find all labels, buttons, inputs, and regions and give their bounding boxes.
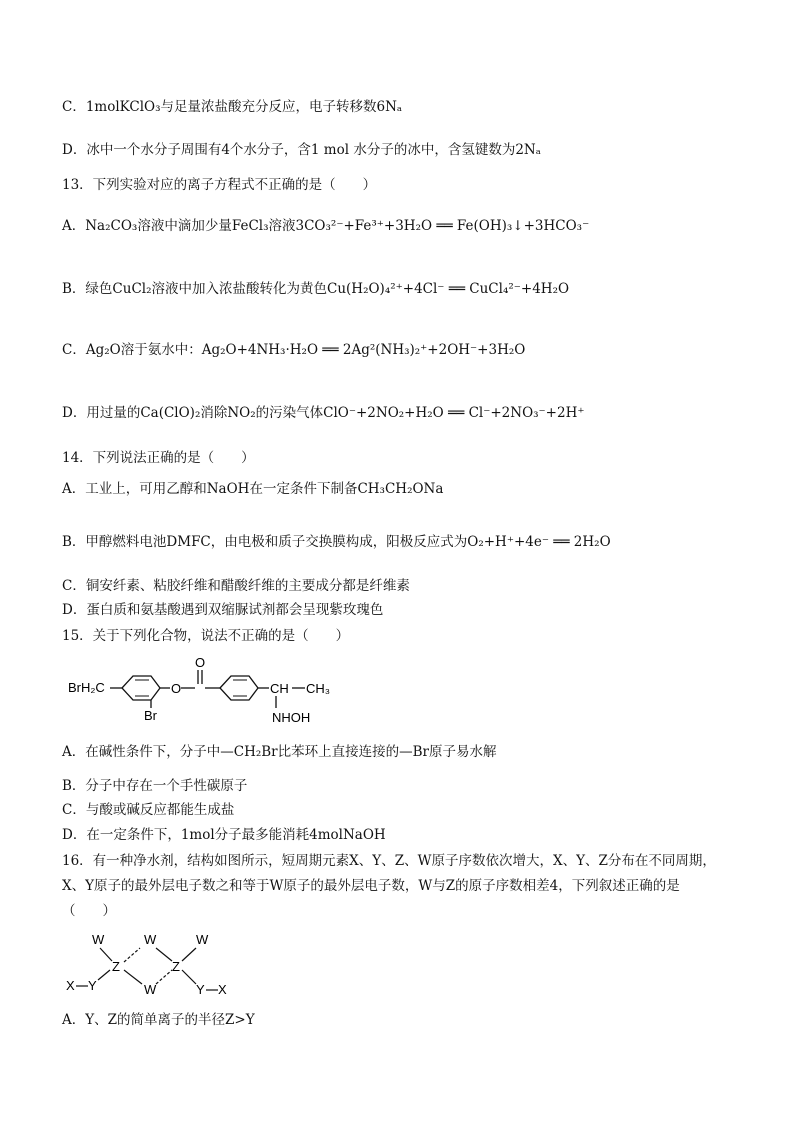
q14-stem: 14．下列说法正确的是（ ）	[62, 450, 255, 466]
q15-structure-diagram	[62, 656, 362, 736]
q15-brh2c-label: BrH₂C	[68, 680, 105, 695]
q13-option-c: C．Ag₂O溶于氨水中：Ag₂O+4NH₃·H₂O ══ 2Ag²(NH₃)₂⁺+2OH⁻+3H₂O	[62, 342, 526, 358]
q13-option-d: D．用过量的Ca(ClO)₂消除NO₂的污染气体ClO⁻+2NO₂+H₂O ══ Cl⁻+2NO₃⁻+2H⁺	[62, 405, 585, 421]
q14-option-b: B．甲醇燃料电池DMFC，由电极和质子交换膜构成，阳极反应式为O₂+H⁺+4e⁻ ══ 2H₂O	[62, 534, 611, 550]
q15-stem: 15．关于下列化合物，说法不正确的是（ ）	[62, 628, 350, 644]
q15-ester-o-label: O	[171, 681, 182, 696]
q16-option-a: A．Y、Z的简单离子的半径Z>Y	[62, 1012, 255, 1028]
q13-option-a: A．Na₂CO₃溶液中滴加少量FeCl₃溶液3CO₃²⁻+Fe³⁺+3H₂O ══ Fe(OH)₃↓+3HCO₃⁻	[62, 218, 590, 234]
q16-x-right: X	[218, 982, 227, 997]
q14-option-d: D．蛋白质和氨基酸遇到双缩脲试剂都会呈现紫玫瑰色	[62, 602, 384, 618]
q16-y-left: Y	[88, 978, 97, 993]
q15-option-a: A．在碱性条件下，分子中—CH₂Br比苯环上直接连接的—Br原子易水解	[62, 744, 497, 760]
q16-w-bottom-mid: W	[144, 982, 157, 997]
q15-carbonyl-o-label: O	[195, 656, 206, 670]
q15-nhoh-label: NHOH	[272, 710, 311, 725]
q13-stem: 13．下列实验对应的离子方程式不正确的是（ ）	[62, 177, 377, 193]
q16-stem-line-2: X、Y原子的最外层电子数之和等于W原子的最外层电子数，W与Z的原子序数相差4，下列叙述正确的是	[62, 878, 680, 894]
q15-option-d: D．在一定条件下，1mol分子最多能消耗4molNaOH	[62, 827, 386, 843]
q15-option-b: B．分子中存在一个手性碳原子	[62, 778, 248, 794]
q16-y-right: Y	[196, 982, 205, 997]
q15-option-c: C．与酸或碱反应都能生成盐	[62, 802, 235, 818]
q16-structure-diagram	[62, 928, 252, 1008]
q16-z-left: Z	[112, 959, 120, 974]
q14-option-a: A．工业上，可用乙醇和NaOH在一定条件下制备CH₃CH₂ONa	[62, 481, 444, 497]
q14-option-c: C．铜安纤素、粘胶纤维和醋酸纤维的主要成分都是纤维素	[62, 578, 410, 594]
q16-stem-line-1: 16．有一种净水剂，结构如图所示，短周期元素X、Y、Z、W原子序数依次增大，X、Y、Z分布在不同周期，	[62, 853, 716, 869]
q15-ch3-label: CH₃	[306, 681, 331, 696]
q16-stem-line-3: （ ）	[62, 903, 116, 919]
q16-w-top-right: W	[196, 932, 209, 947]
q13-option-b: B．绿色CuCl₂溶液中加入浓盐酸转化为黄色Cu(H₂O)₄²⁺+4Cl⁻ ══ CuCl₄²⁻+4H₂O	[62, 281, 570, 297]
q16-z-right: Z	[172, 959, 180, 974]
q16-x-left: X	[66, 978, 75, 993]
q12-option-c: C．1molKClO₃与足量浓盐酸充分反应，电子转移数6Nₐ	[62, 99, 403, 115]
q12-option-d: D．冰中一个水分子周围有4个水分子，含1 mol 水分子的冰中，含氢键数为2Nₐ	[62, 142, 541, 158]
q15-ch-label: CH	[270, 681, 289, 696]
q16-w-top-left: W	[92, 932, 105, 947]
q16-w-top-mid: W	[144, 932, 157, 947]
q15-br-label: Br	[144, 708, 157, 723]
